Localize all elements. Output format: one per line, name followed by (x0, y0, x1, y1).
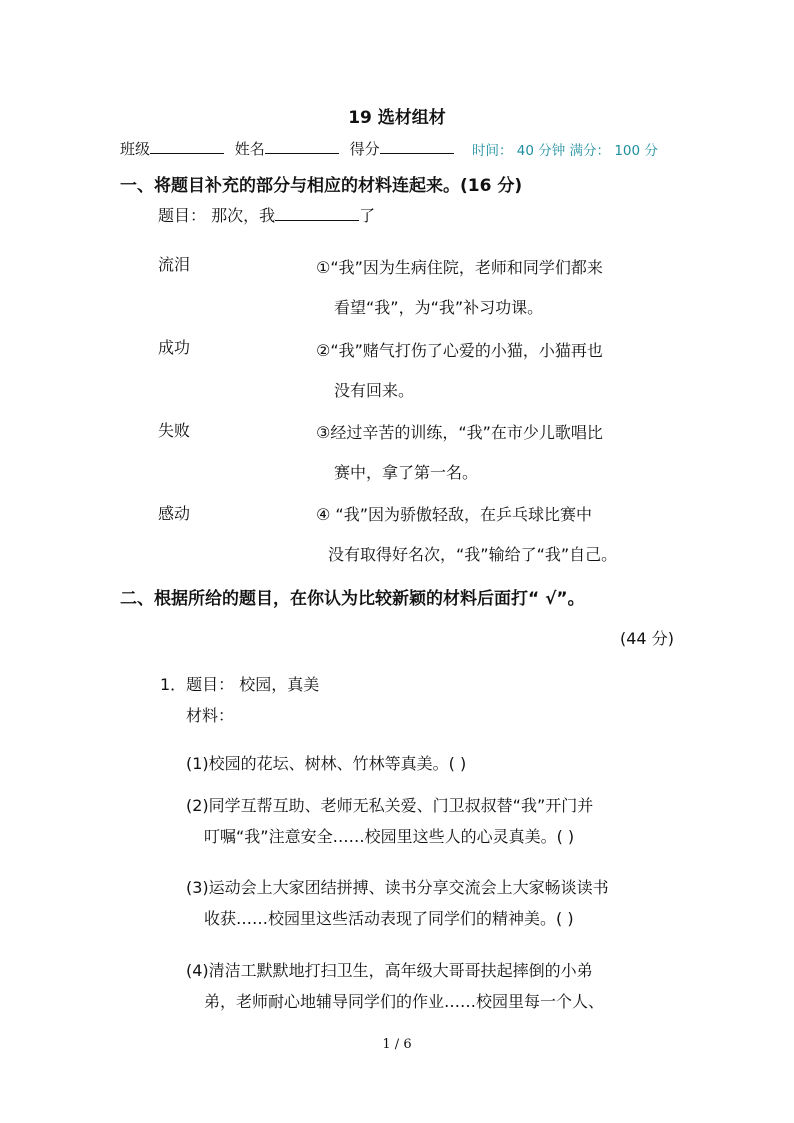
score-label: 得分 (349, 140, 380, 158)
question-title: 1．题目： 校园，真美 (160, 675, 320, 694)
option-line2: 叮嘱“我”注意安全……校园里这些人的心灵真美。( ) (204, 827, 575, 846)
page-title: 19 选材组材 (348, 108, 446, 128)
material-item-line1[interactable]: ④ “我”因为骄傲轻敌，在乒乓球比赛中 (316, 505, 593, 524)
section2-heading: 二、根据所给的题目，在你认为比较新颖的材料后面打“ √”。 (120, 589, 585, 609)
material-item-line1[interactable]: ②“我”赌气打伤了心爱的小猫，小猫再也 (316, 341, 603, 360)
word-item[interactable]: 成功 (158, 338, 191, 357)
info-row (120, 137, 454, 159)
material-item-line2: 没有取得好名次，“我”输给了“我”自己。 (328, 545, 618, 564)
score-blank[interactable] (380, 137, 454, 154)
prompt-suffix: 了 (359, 206, 376, 225)
time-info: 时间： 40 分钟 满分： 100 分 (472, 143, 658, 159)
material-item-line2: 没有回来。 (334, 381, 415, 400)
option-line2: 弟，老师耐心地辅导同学们的作业……校园里每一个人、 (204, 992, 605, 1011)
name-blank[interactable] (265, 137, 339, 154)
option-line1[interactable]: (2)同学互帮互助、老师无私关爱、门卫叔叔替“我”开门并 (186, 796, 594, 815)
material-item-line1[interactable]: ③经过辛苦的训练，“我”在市少儿歌唱比 (316, 423, 603, 442)
word-item[interactable]: 流泪 (158, 255, 191, 274)
option-line1[interactable]: (1)校园的花坛、树林、竹林等真美。( ) (186, 754, 467, 773)
material-label: 材料： (186, 706, 235, 725)
prompt-prefix: 题目： 那次，我 (158, 206, 276, 225)
option-line1[interactable]: (3)运动会上大家团结拼搏、读书分享交流会上大家畅谈读书 (186, 878, 609, 897)
word-item[interactable]: 感动 (158, 504, 191, 523)
section1-prompt (158, 203, 375, 226)
section2-score: (44 分) (620, 629, 674, 648)
page-number: 1 / 6 (382, 1037, 412, 1052)
material-item-line1[interactable]: ①“我”因为生病住院，老师和同学们都来 (316, 258, 603, 277)
word-item[interactable]: 失败 (158, 421, 191, 440)
option-line1[interactable]: (4)清洁工默默地打扫卫生，高年级大哥哥扶起摔倒的小弟 (186, 961, 593, 980)
name-label: 姓名 (234, 140, 265, 158)
material-item-line2: 看望“我”，为“我”补习功课。 (334, 298, 544, 317)
class-label: 班级 (120, 140, 151, 158)
prompt-blank[interactable] (275, 204, 359, 221)
class-blank[interactable] (150, 137, 224, 154)
option-line2: 收获……校园里这些活动表现了同学们的精神美。( ) (204, 909, 574, 928)
section1-heading: 一、将题目补充的部分与相应的材料连起来。(16 分) (120, 176, 523, 196)
material-item-line2: 赛中，拿了第一名。 (334, 463, 479, 482)
